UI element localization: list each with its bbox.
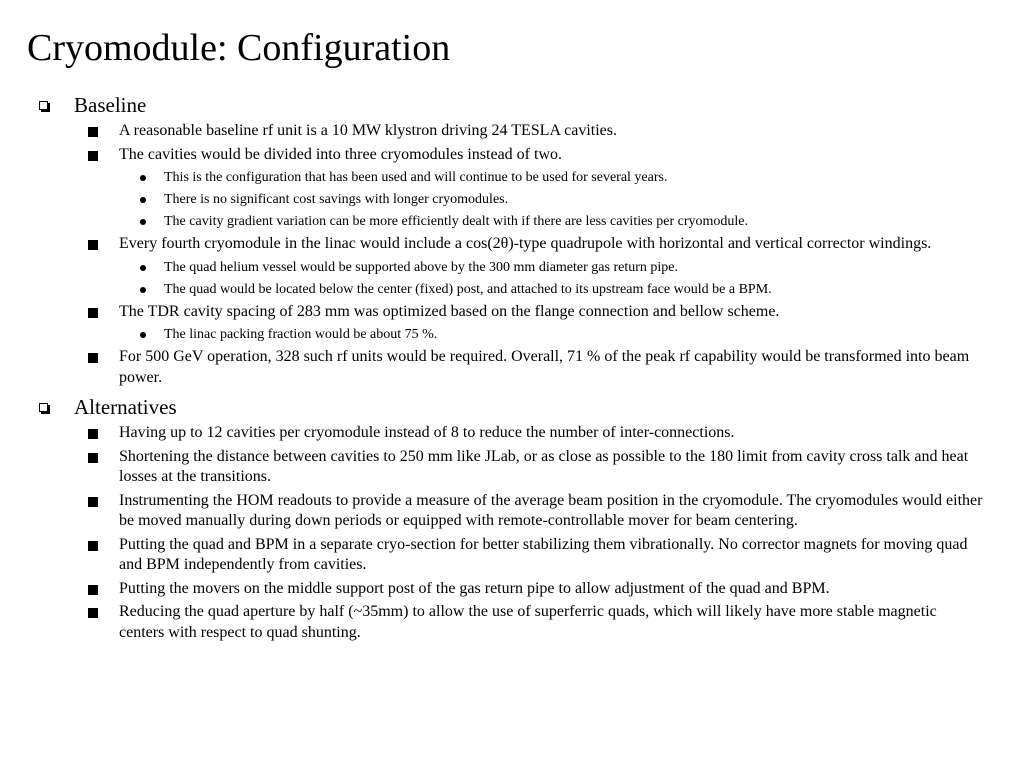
sub-bullet-item — [0, 190, 1024, 209]
bullet-item-text: Putting the quad and BPM in a separate cryo-section for better stabilizing them vibrationally. No corrector magnets for moving quad and BPM independently from cavities. — [119, 535, 968, 573]
dot-bullet-icon — [140, 175, 146, 181]
hollow-square-bullet-icon — [39, 403, 48, 412]
filled-square-bullet-icon — [88, 353, 98, 363]
dot-bullet-icon — [140, 197, 146, 203]
bullet-item-text: Having up to 12 cavities per cryomodule instead of 8 to reduce the number of inter-connections. — [119, 424, 735, 441]
bullet-item — [0, 423, 1024, 444]
sub-bullet-item-text: The quad helium vessel would be supported above by the 300 mm diameter gas return pipe. — [164, 259, 678, 275]
sub-bullet-item-text: The quad would be located below the center (fixed) post, and attached to its upstream face would be a BPM. — [164, 281, 772, 297]
bullet-item-text: The cavities would be divided into three cryomodules instead of two. — [119, 145, 562, 163]
bullet-item — [0, 302, 1024, 323]
filled-square-bullet-icon — [88, 585, 98, 595]
dot-bullet-icon — [140, 332, 146, 338]
filled-square-bullet-icon — [88, 429, 98, 439]
sub-bullet-item — [0, 258, 1024, 277]
bullet-item — [0, 145, 1024, 166]
filled-square-bullet-icon — [88, 497, 98, 507]
filled-square-bullet-icon — [88, 308, 98, 318]
section-heading — [0, 394, 1024, 420]
dot-bullet-icon — [140, 265, 146, 271]
bullet-item-text: Reducing the quad aperture by half (~35mm) to allow the use of superferric quads, which will likely have more stable magnetic centers with respect to quad shunting. — [119, 603, 937, 641]
sub-bullet-item — [0, 168, 1024, 187]
filled-square-bullet-icon — [88, 240, 98, 250]
filled-square-bullet-icon — [88, 541, 98, 551]
bullet-item-text: Every fourth cryomodule in the linac would include a cos(2θ)-type quadrupole with horizontal and vertical corrector windings. — [119, 235, 932, 252]
dot-bullet-icon — [140, 219, 146, 225]
sub-bullet-item — [0, 212, 1024, 231]
bullet-item-text: Putting the movers on the middle support post of the gas return pipe to allow adjustment of the quad and BPM. — [119, 579, 830, 597]
section-heading — [0, 92, 1024, 118]
bullet-item-text: The TDR cavity spacing of 283 mm was optimized based on the flange connection and bellow scheme. — [119, 302, 780, 320]
filled-square-bullet-icon — [88, 127, 98, 137]
bullet-item-text: For 500 GeV operation, 328 such rf units would be required. Overall, 71 % of the peak rf capability would be transformed into beam power. — [119, 348, 970, 386]
sub-bullet-item-text: There is no significant cost savings with longer cryomodules. — [164, 192, 509, 207]
bullet-item — [0, 447, 1024, 488]
slide-content — [0, 92, 1024, 643]
bullet-item — [0, 347, 1024, 388]
bullet-item — [0, 121, 1024, 142]
hollow-square-bullet-icon — [39, 101, 48, 110]
bullet-item — [0, 579, 1024, 600]
section-heading-text: Alternatives — [74, 395, 177, 419]
sub-bullet-item-text: The cavity gradient variation can be more efficiently dealt with if there are less cavities per cryomodule. — [164, 214, 749, 229]
slide-title: Cryomodule: Configuration — [27, 27, 451, 69]
sub-bullet-item — [0, 325, 1024, 344]
filled-square-bullet-icon — [88, 151, 98, 161]
sub-bullet-item — [0, 280, 1024, 299]
bullet-item — [0, 491, 1024, 532]
bullet-item-text: Shortening the distance between cavities to 250 mm like JLab, or as close as possible to the 180 limit from cavity cross talk and heat losses at the transitions. — [119, 447, 969, 485]
filled-square-bullet-icon — [88, 453, 98, 463]
section-heading-text: Baseline — [74, 93, 147, 117]
bullet-item-text: A reasonable baseline rf unit is a 10 MW klystron driving 24 TESLA cavities. — [119, 122, 617, 139]
filled-square-bullet-icon — [88, 608, 98, 618]
bullet-item — [0, 234, 1024, 255]
sub-bullet-item-text: The linac packing fraction would be about 75 %. — [164, 327, 438, 342]
sub-bullet-item-text: This is the configuration that has been used and will continue to be used for several years. — [164, 170, 668, 185]
bullet-item-text: Instrumenting the HOM readouts to provide a measure of the average beam position in the cryomodule. The cryomodules would either be moved manually during down periods or equipped with remote-controllable mover for beam centering. — [119, 491, 983, 529]
dot-bullet-icon — [140, 287, 146, 293]
bullet-item — [0, 602, 1024, 643]
bullet-item — [0, 535, 1024, 576]
